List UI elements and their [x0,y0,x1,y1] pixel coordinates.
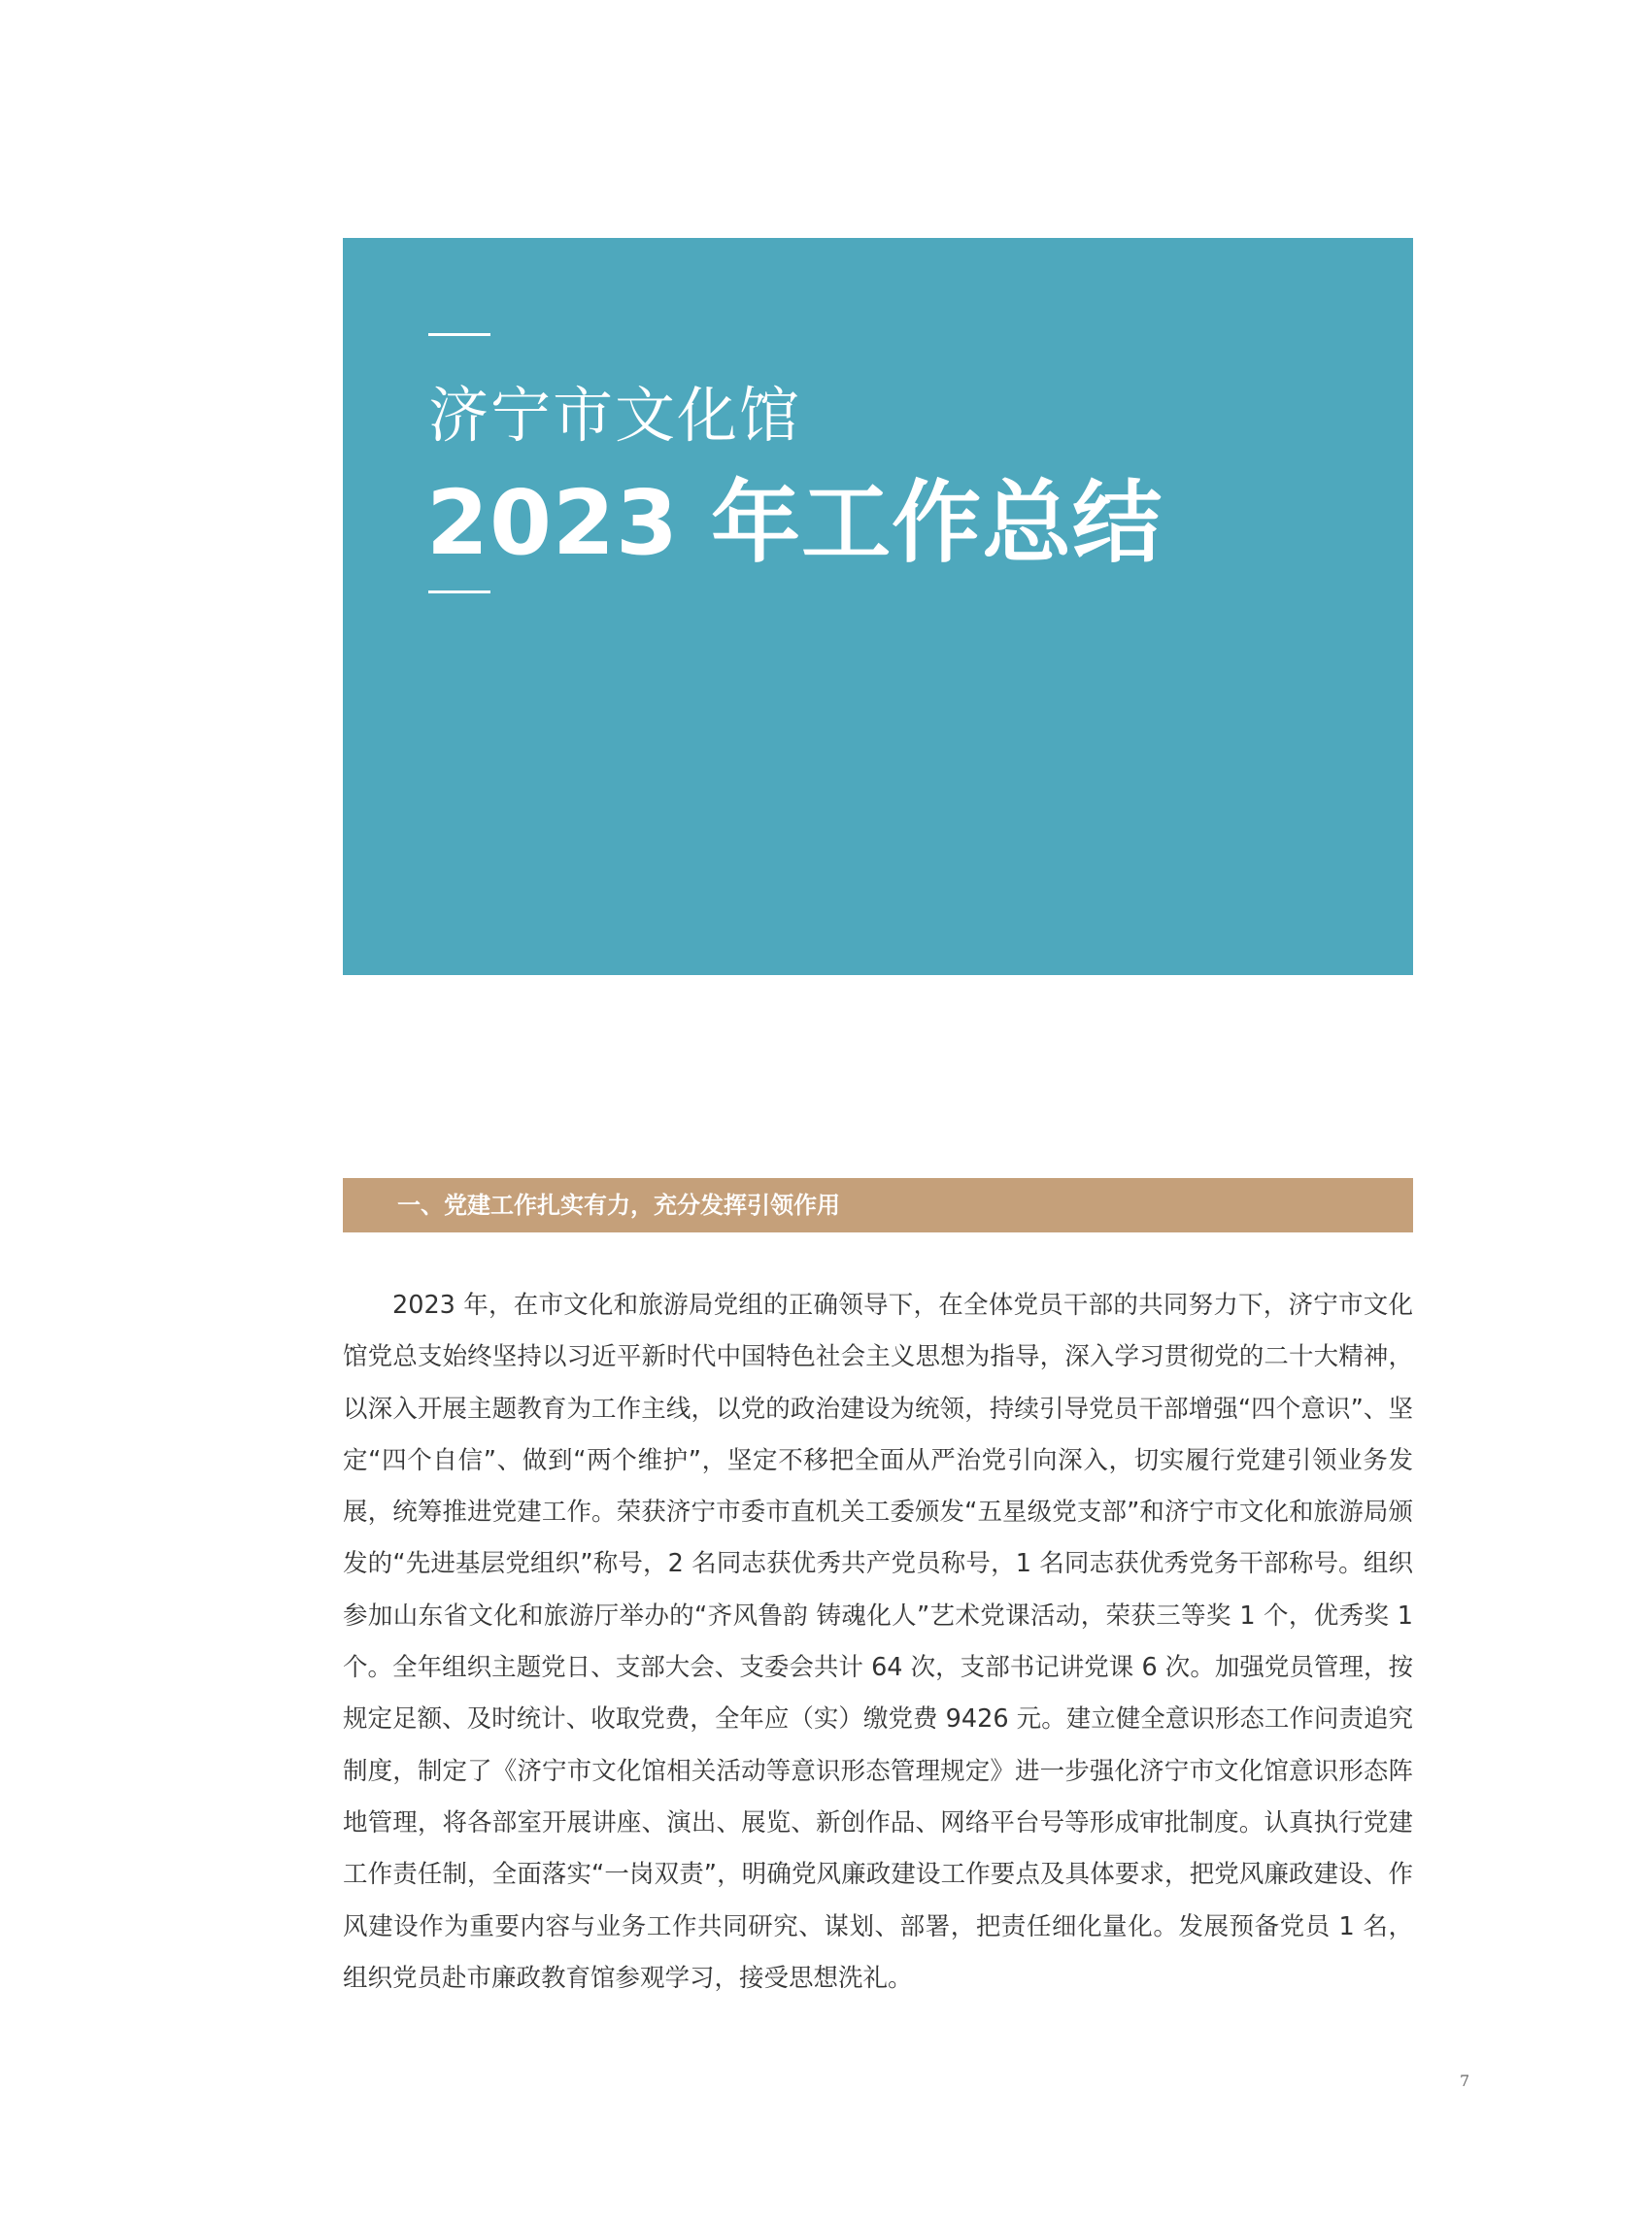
title-top-rule [428,333,490,336]
page-number: 7 [1460,2072,1470,2090]
document-title-report: 2023 年工作总结 [426,471,1163,575]
section-body-paragraph: 2023 年，在市文化和旅游局党组的正确领导下，在全体党员干部的共同努力下，济宁市文化馆党总支始终坚持以习近平新时代中国特色社会主义思想为指导，深入学习贯彻党的二十大精神，以深入开展主题教育为工作主线，以党的政治建设为统领，持续引导党员干部增强“四个意识”、坚定“四个自信”、做到“两个维护”，坚定不移把全面从严治党引向深入，切实履行党建引领业务发展，统筹推进党建工作。荣获济宁市委市直机关工委颁发“五星级党支部”和济宁市文化和旅游局颁发的“先进基层党组织”称号，2 名同志获优秀共产党员称号，1 名同志获优秀党务干部称号。组织参加山东省文化和旅游厅举办的“齐风鲁韵 铸魂化人”艺术党课活动，荣获三等奖 1 个，优秀奖 1 个。全年组织主题党日、支部大会、支委会共计 64 次，支部书记讲党课 6 次。加强党员管理，按规定足额、及时统计、收取党费，全年应（实）缴党费 9426 元。建立健全意识形态工作问责追究制度，制定了《济宁市文化馆相关活动等意识形态管理规定》进一步强化济宁市文化馆意识形态阵地管理，将各部室开展讲座、演出、展览、新创作品、网络平台号等形成审批制度。认真执行党建工作责任制，全面落实“一岗双责”，明确党风廉政建设工作要点及具体要求，把党风廉政建设、作风建设作为重要内容与业务工作共同研究、谋划、部署，把责任细化量化。发展预备党员 1 名，组织党员赴市廉政教育馆参观学习，接受思想洗礼。 [343,1291,1413,1993]
title-bottom-rule [428,590,490,593]
section-heading: 一、党建工作扎实有力，充分发挥引领作用 [397,1192,840,1219]
document-title-organization: 济宁市文化馆 [428,380,802,451]
section-heading-bar [343,1178,1413,1232]
title-block [343,238,1413,975]
